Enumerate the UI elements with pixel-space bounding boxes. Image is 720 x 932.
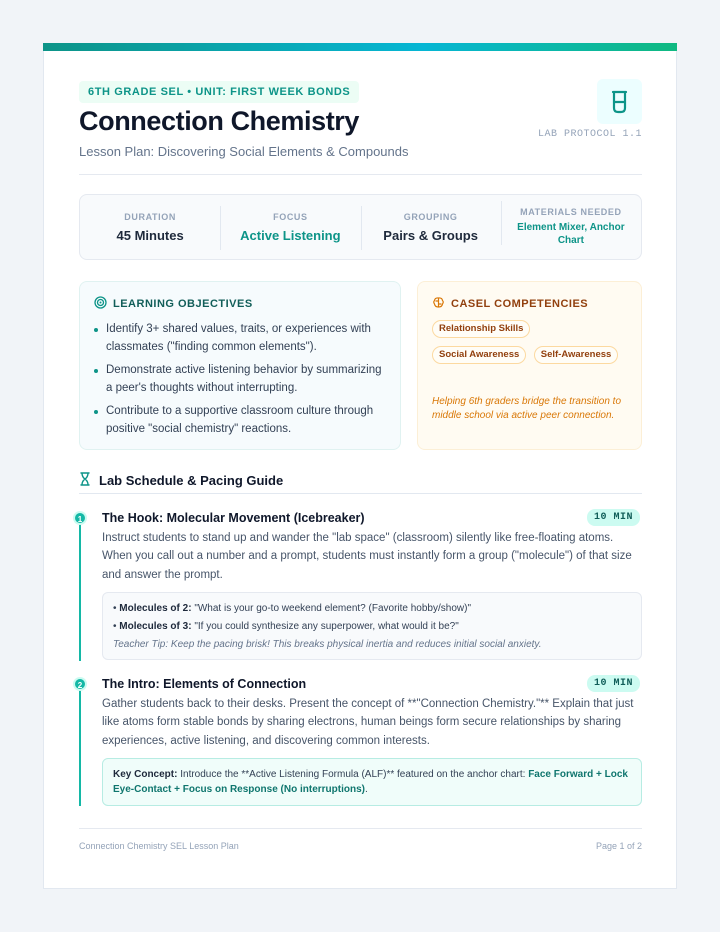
stat-label: DURATION [124,211,176,222]
step-title: The Hook: Molecular Movement (Icebreaker) [102,511,365,525]
step-description: Gather students back to their desks. Present the concept of **"Connection Chemistry."** Explain that just like atoms form stable bonds by sharing electrons, human beings form secure relationships by sharing experiences, active listening, and discovering common interests. [102,698,634,747]
stat-grouping [361,212,501,243]
stat-value: Pairs & Groups [383,227,478,243]
list-item: Identify 3+ shared values, traits, or experiences with classmates ("finding common elements"). [94,320,390,356]
stat-label: MATERIALS NEEDED [520,207,622,217]
page-subtitle: Lesson Plan: Discovering Social Elements & Compounds [79,144,409,159]
casel-heading [432,296,588,312]
divider [79,493,642,494]
brain-icon [432,296,445,312]
competency-tag: Social Awareness [432,346,526,364]
competency-tag: Self-Awareness [534,346,619,364]
learning-objectives-card [79,281,401,450]
timeline-line [79,518,81,661]
step-description: Instruct students to stand up and wander the "lab space" (classroom) silently like free-floating atoms. When you call out a number and a prompt, students must instantly form a group ("molecule") of that size and answer the prompt. [102,532,632,581]
key-concept-label: Key Concept: [113,769,178,780]
list-item: Demonstrate active listening behavior by summarizing a peer's thoughts without interrupting. [94,361,390,397]
molecule-prompts-box [102,592,642,660]
casel-heading-label: CASEL COMPETENCIES [451,298,589,310]
top-accent-bar [43,43,677,51]
casel-competencies-card [417,281,642,450]
protocol-label: LAB PROTOCOL 1.1 [537,129,642,140]
timeline-line [79,685,81,806]
key-concept-box [102,758,642,806]
grade-unit-badge: 6TH GRADE SEL • UNIT: FIRST WEEK BONDS [79,81,359,103]
beaker-icon [597,79,642,124]
teacher-tip: Teacher Tip: Keep the pacing brisk! This breaks physical inertia and reduces initial social anxiety. [113,639,542,650]
lesson-plan-page [43,43,677,889]
casel-note: Helping 6th graders bridge the transition to middle school via active peer connection. [432,396,622,421]
time-badge: 10 MIN [587,509,640,526]
objectives-list [94,320,390,443]
stat-value: Active Listening [240,227,341,243]
alf-formula: Face Forward + Lock Eye-Contact + Focus on Response (No interruptions) [113,769,628,795]
stat-value: 45 Minutes [116,227,184,243]
key-concept-end: . [364,784,368,795]
stat-duration [80,212,220,243]
competency-tags [432,318,632,370]
competency-tag: Relationship Skills [432,320,530,338]
stat-label: FOCUS [273,211,308,222]
page-title: Connection Chemistry [79,106,360,136]
lesson-stats-bar [79,194,642,260]
stat-label: GROUPING [403,211,458,222]
prompt-label: Molecules of 2: [119,603,192,614]
prompt-text: "What is your go-to weekend element? (Favorite hobby/show)" [194,603,471,614]
hourglass-icon [79,472,91,489]
step-title: The Intro: Elements of Connection [102,677,307,691]
step-number: 2 [73,677,87,691]
key-concept-text: Introduce the **Active Listening Formula (ALF)** featured on the anchor chart: [180,769,526,780]
page-number: Page 1 of 2 [595,841,642,851]
target-icon [94,296,107,312]
prompt-label: Molecules of 3: [119,621,192,632]
stat-focus [220,212,360,243]
step-number: 1 [73,511,87,525]
objectives-heading-label: LEARNING OBJECTIVES [113,298,253,310]
list-item: Contribute to a supportive classroom culture through positive "social chemistry" reactions. [94,402,390,438]
prompt-line: • Molecules of 2: "What is your go-to weekend element? (Favorite hobby/show)" [113,603,471,614]
schedule-heading-label: Lab Schedule & Pacing Guide [99,473,284,488]
objectives-heading [94,296,253,312]
stat-materials [501,207,641,247]
stat-value: Element Mixer, Anchor Chart [517,222,625,246]
footer-title: Connection Chemistry SEL Lesson Plan [79,841,239,851]
divider [79,174,642,175]
time-badge: 10 MIN [587,675,640,692]
divider [79,828,642,829]
prompt-line: • Molecules of 3: "If you could synthesize any superpower, what would it be?" [113,621,459,632]
prompt-text: "If you could synthesize any superpower, what would it be?" [194,621,459,632]
schedule-heading [79,472,283,489]
